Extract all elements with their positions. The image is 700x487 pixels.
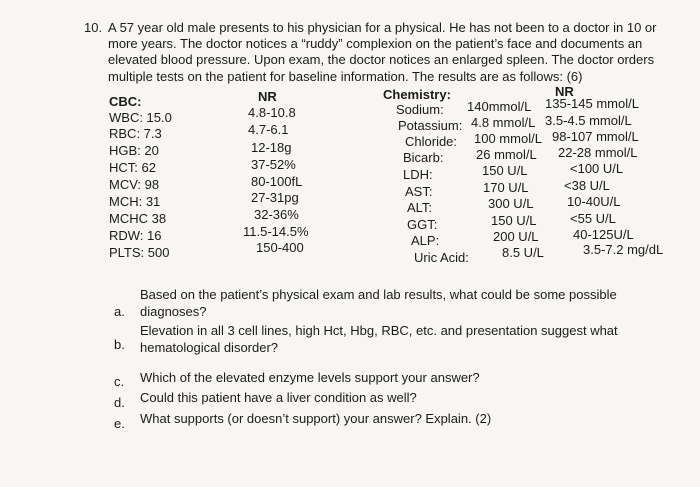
chem-nr-sodium: 135-145 mmol/L: [545, 96, 639, 111]
chem-value-chloride: 100 mmol/L: [474, 131, 542, 146]
chem-value-ggt: 150 U/L: [491, 213, 537, 228]
cbc-label-mcv: MCV: 98: [109, 177, 160, 192]
subq-c-letter: c.: [114, 374, 125, 389]
cbc-label-hgb: HGB: 20: [109, 143, 159, 158]
subq-b-line: Elevation in all 3 cell lines, high Hct, Hbg, RBC, etc. and presentation suggest what: [140, 323, 618, 338]
cbc-nr-wbc: 4.8-10.8: [248, 105, 296, 120]
cbc-label-rdw: RDW: 16: [109, 228, 162, 243]
subq-a-letter: a.: [114, 304, 125, 319]
chem-nr-chloride: 98-107 mmol/L: [552, 129, 639, 144]
chem-label-alt: ALT:: [407, 200, 433, 215]
chem-nr-header: NR: [555, 84, 574, 99]
cbc-nr-mch: 27-31pg: [251, 190, 299, 205]
intro-line: more years. The doctor notices a “ruddy” complexion on the patient’s face and documents an: [108, 36, 643, 52]
chem-value-ast: 170 U/L: [483, 180, 529, 195]
chem-value-bicarb: 26 mmol/L: [476, 147, 537, 162]
subq-b-text: [140, 322, 618, 356]
chem-label-potassium: Potassium:: [398, 118, 463, 133]
chem-nr-ldh: <100 U/L: [570, 161, 624, 176]
chem-value-potassium: 4.8 mmol/L: [471, 115, 536, 130]
cbc-nr-rdw: 11.5-14.5%: [243, 224, 309, 239]
chem-label-bicarb: Bicarb:: [403, 150, 444, 165]
chem-label-alp: ALP:: [411, 233, 440, 248]
chem-nr-ast: <38 U/L: [564, 178, 610, 193]
subq-a-line: Based on the patient’s physical exam and lab results, what could be some possible: [140, 287, 617, 302]
subq-d-letter: d.: [114, 395, 125, 410]
cbc-label-wbc: WBC: 15.0: [109, 110, 172, 125]
subq-e-text: What supports (or doesn’t support) your answer? Explain. (2): [140, 411, 492, 426]
chem-label-ast: AST:: [405, 184, 433, 199]
cbc-nr-hgb: 12-18g: [251, 140, 292, 155]
subq-b-letter: b.: [114, 337, 125, 352]
chem-nr-alt: 10-40U/L: [567, 194, 621, 209]
chem-value-alp: 200 U/L: [493, 229, 539, 244]
chem-nr-potassium: 3.5-4.5 mmol/L: [545, 113, 632, 128]
subq-c-text: Which of the elevated enzyme levels support your answer?: [140, 370, 480, 385]
intro-line: elevated blood pressure. Upon exam, the doctor notices an enlarged spleen. The doctor orders: [108, 52, 655, 68]
cbc-label-plts: PLTS: 500: [109, 245, 170, 260]
subq-a-text: [140, 286, 617, 320]
chem-label-ldh: LDH:: [403, 167, 433, 182]
chem-label-chloride: Chloride:: [405, 134, 458, 149]
chem-header: Chemistry:: [383, 87, 451, 102]
cbc-nr-hct: 37-52%: [251, 157, 296, 172]
subq-d-text: Could this patient have a liver condition as well?: [140, 390, 417, 405]
chem-value-ldh: 150 U/L: [482, 163, 528, 178]
cbc-nr-rbc: 4.7-6.1: [248, 122, 289, 137]
cbc-nr-mchc: 32-36%: [254, 207, 299, 222]
cbc-label-mch: MCH: 31: [109, 194, 161, 209]
chem-value-alt: 300 U/L: [488, 196, 534, 211]
chem-label-ggt: GGT:: [407, 217, 438, 232]
chem-label-uric-acid: Uric Acid:: [414, 250, 469, 265]
chem-value-sodium: 140mmol/L: [467, 99, 532, 114]
cbc-label-mchc: MCHC 38: [109, 211, 167, 226]
chem-label-sodium: Sodium:: [396, 102, 444, 117]
subq-a-line: diagnoses?: [140, 304, 207, 319]
intro-line: A 57 year old male presents to his physician for a physical. He has not been to a doctor in 10 or: [108, 20, 657, 35]
cbc-label-rbc: RBC: 7.3: [109, 126, 162, 141]
intro-line: multiple tests on the patient for baseline information. The results are as follows: (6): [108, 68, 583, 84]
chem-value-uric-acid: 8.5 U/L: [502, 245, 544, 260]
subq-e-letter: e.: [114, 416, 125, 431]
chem-nr-alp: 40-125U/L: [573, 227, 634, 242]
chem-nr-uric-acid: 3.5-7.2 mg/dL: [583, 242, 664, 257]
cbc-nr-mcv: 80-100fL: [251, 174, 303, 189]
chem-nr-ggt: <55 U/L: [570, 211, 616, 226]
cbc-label-hct: HCT: 62: [109, 160, 156, 175]
chem-nr-bicarb: 22-28 mmol/L: [558, 145, 638, 160]
question-intro: [108, 20, 657, 85]
subq-b-line: hematological disorder?: [140, 340, 279, 355]
cbc-header: CBC:: [109, 94, 142, 109]
cbc-nr-header: NR: [258, 89, 277, 104]
cbc-nr-plts: 150-400: [256, 240, 304, 255]
question-number: 10.: [84, 20, 103, 35]
